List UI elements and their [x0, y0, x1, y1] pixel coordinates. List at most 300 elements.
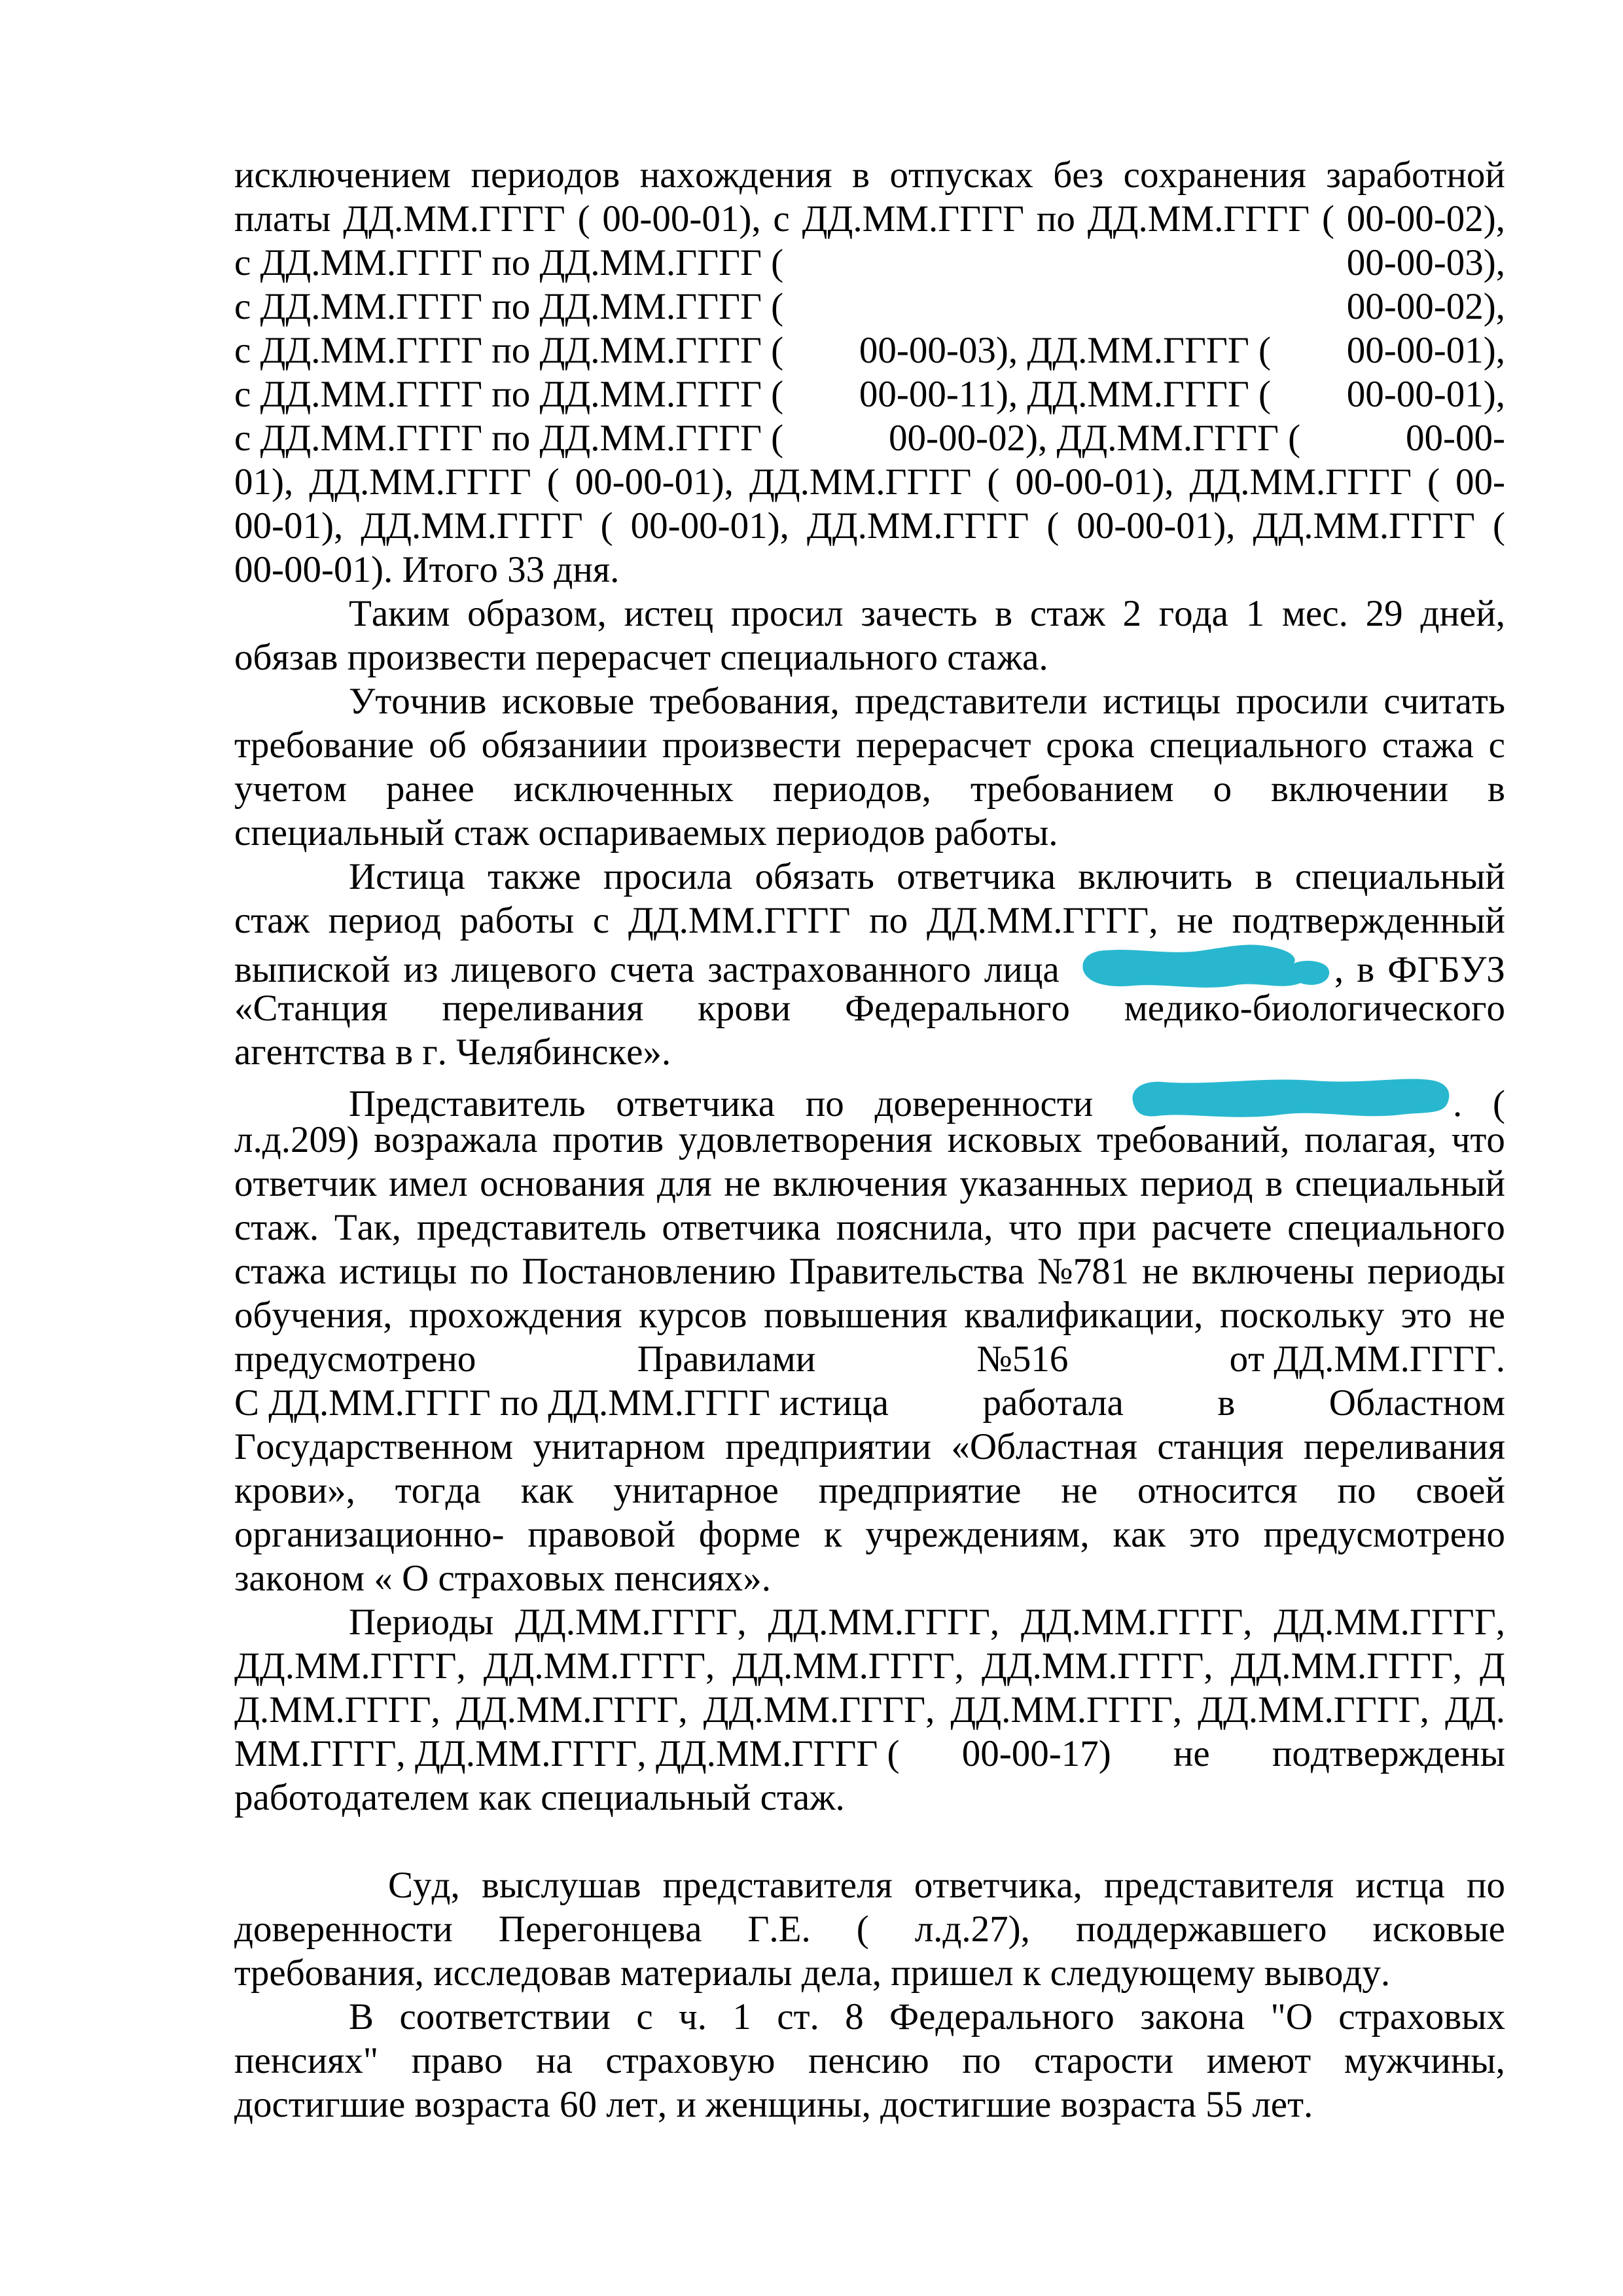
text-segment: года	[1158, 593, 1228, 634]
text-segment: квалификации,	[964, 1295, 1204, 1336]
text-segment: 00-00-	[1406, 418, 1505, 459]
text-segment: периодов	[471, 154, 620, 196]
text-segment: (	[577, 198, 590, 240]
paragraph	[234, 1820, 1505, 1995]
text-segment: просили	[1236, 681, 1368, 722]
text-segment: ДД.ММ.ГГГГ	[1189, 461, 1412, 503]
text-segment: ДД.	[1444, 1689, 1505, 1731]
text-segment: ДД.ММ.ГГГГ	[628, 900, 851, 941]
text-line	[234, 1513, 1505, 1556]
text-segment: 01),	[234, 461, 294, 503]
text-segment: подтвержденный	[1232, 900, 1505, 941]
text-segment: страховых	[1338, 1996, 1505, 2037]
text-segment: к	[823, 1514, 842, 1555]
text-segment: просил	[730, 593, 844, 634]
text-segment: считать	[1383, 681, 1505, 722]
text-line	[234, 1206, 1505, 1249]
text-segment: Федерального	[845, 988, 1070, 1029]
text-segment: (	[1492, 505, 1505, 547]
text-segment: по	[1337, 1470, 1376, 1511]
text-segment: прохождения	[409, 1295, 622, 1336]
text-segment: Федерального	[889, 1996, 1115, 2037]
text-line	[234, 899, 1505, 942]
text-line	[234, 241, 1505, 285]
text-segment: ответчика,	[914, 1865, 1082, 1906]
text-segment: имел	[389, 1163, 468, 1204]
text-segment: ДД.ММ.ГГГГ	[1087, 198, 1310, 240]
text-segment: 00-00-02),	[1346, 198, 1505, 240]
text-segment: что	[1008, 1207, 1063, 1248]
text-segment: 00-01),	[234, 505, 344, 547]
paragraph	[234, 855, 1505, 1074]
text-segment: страховую	[605, 2040, 776, 2081]
text-segment: застрахованного	[707, 949, 971, 990]
paragraph	[234, 679, 1505, 855]
text-segment: агентства в г. Челябинске».	[234, 1031, 671, 1073]
text-segment: мужчины,	[1344, 2040, 1505, 2081]
text-segment: исковые	[501, 681, 635, 722]
text-segment: перерасчет	[856, 725, 1031, 766]
text-segment: просила	[603, 856, 733, 897]
text-segment: ДД.ММ.ГГГГ,	[950, 1689, 1183, 1731]
text-segment: против	[552, 1119, 664, 1160]
text-segment: ДД.ММ.ГГГГ,	[926, 900, 1158, 941]
text-segment: периодов,	[772, 768, 931, 810]
text-segment: 00-00-01),	[630, 505, 789, 547]
text-segment: стажа	[1382, 725, 1474, 766]
text-segment: ответчика	[897, 856, 1056, 897]
text-segment: ответчик	[234, 1163, 377, 1204]
text-segment: лица	[984, 949, 1060, 990]
text-segment: в	[1488, 768, 1505, 810]
text-segment: обязаниии	[481, 725, 648, 766]
text-segment: от ДД.ММ.ГГГГ.	[1229, 1338, 1505, 1380]
text-segment: переливания	[1304, 1426, 1505, 1467]
text-segment: Постановлению	[522, 1251, 776, 1292]
text-segment: специального	[1287, 1207, 1505, 1248]
text-segment: ДД.ММ.ГГГГ	[806, 505, 1029, 547]
text-segment: ДД.ММ.ГГГГ	[309, 461, 531, 503]
text-segment: форме	[698, 1514, 801, 1555]
text-segment: В	[349, 1996, 374, 2037]
text-segment: №781	[1037, 1251, 1130, 1292]
text-segment: лицевого	[451, 949, 597, 990]
paragraph	[234, 1600, 1505, 1820]
text-segment: стаж	[1029, 593, 1105, 634]
text-segment: не	[1469, 1295, 1505, 1336]
text-segment: пояснила,	[836, 1207, 993, 1248]
text-segment: не	[1061, 1470, 1098, 1511]
text-segment: ДД.ММ.ГГГГ	[343, 198, 565, 240]
text-segment: не	[1173, 1733, 1210, 1774]
text-segment: 00-	[1455, 461, 1505, 503]
text-segment: 00-00-03),	[1346, 242, 1505, 283]
text-segment: ДД.ММ.ГГГГ,	[981, 1645, 1213, 1687]
text-line	[234, 329, 1505, 372]
text-segment: ответчика	[616, 1083, 775, 1124]
text-segment: на	[536, 2040, 573, 2081]
text-segment: исковых	[947, 1119, 1082, 1160]
text-segment: с	[1488, 725, 1505, 766]
text-segment: Д	[1480, 1645, 1505, 1687]
text-segment: ч.	[679, 1996, 707, 2037]
text-segment: «Областная	[951, 1426, 1138, 1467]
text-segment: законом « О страховых пенсиях».	[234, 1558, 772, 1599]
text-segment: станция	[1157, 1426, 1284, 1467]
text-segment: Периоды	[349, 1602, 494, 1643]
text-segment: (	[1321, 198, 1334, 240]
text-segment: "О	[1270, 1996, 1313, 2037]
text-segment: истицы	[339, 1251, 457, 1292]
text-segment: (	[1427, 461, 1440, 503]
text-segment: исключением	[234, 154, 451, 196]
text-line	[234, 1074, 1505, 1124]
text-segment: 00-00-01),	[602, 198, 761, 240]
text-segment: ДД.ММ.ГГГГ,	[234, 1645, 466, 1687]
text-segment: представителя	[662, 1865, 893, 1906]
text-segment: специальный	[1294, 856, 1505, 897]
text-segment: С ДД.ММ.ГГГГ по ДД.ММ.ГГГГ истица	[234, 1382, 889, 1424]
text-segment: в	[852, 154, 870, 196]
text-line	[234, 2039, 1505, 2083]
text-segment: Перегонцева	[498, 1909, 702, 1950]
text-segment: Таким	[349, 593, 450, 634]
text-segment: это	[1400, 1295, 1452, 1336]
text-segment: требования,	[649, 681, 840, 722]
text-segment: 00-00-01),	[1346, 374, 1505, 415]
text-segment: выслушав	[481, 1865, 641, 1906]
text-segment: что	[1451, 1119, 1505, 1160]
document-text-block	[234, 153, 1505, 2126]
text-segment: при	[1077, 1207, 1137, 1248]
text-segment: стаж.	[234, 1207, 319, 1248]
text-line	[234, 1907, 1505, 1951]
text-line	[234, 1030, 1505, 1074]
text-segment: с ДД.ММ.ГГГГ по ДД.ММ.ГГГГ (	[234, 242, 784, 283]
text-segment: ДД.ММ.ГГГГ,	[768, 1602, 1000, 1643]
text-segment: учреждениям,	[865, 1514, 1090, 1555]
text-segment: специального	[1149, 725, 1367, 766]
text-segment: ФГБУЗ	[1387, 949, 1505, 990]
text-segment: период	[328, 900, 441, 941]
text-line	[234, 1381, 1505, 1425]
text-line	[234, 1644, 1505, 1688]
text-segment: об	[429, 725, 467, 766]
text-line	[234, 2083, 1505, 2126]
text-segment: не	[1177, 900, 1214, 941]
text-line	[234, 1732, 1505, 1776]
text-line	[234, 1337, 1505, 1381]
text-segment: с ДД.ММ.ГГГГ по ДД.ММ.ГГГГ (	[234, 418, 784, 459]
text-segment: поскольку	[1219, 1295, 1385, 1336]
text-segment: специальный	[1294, 1163, 1505, 1204]
text-segment: закона	[1140, 1996, 1245, 2037]
text-segment: полагая,	[1304, 1119, 1437, 1160]
text-segment: возражала	[374, 1119, 538, 1160]
text-line	[234, 767, 1505, 811]
text-line	[234, 855, 1505, 899]
text-segment: стажа	[234, 1251, 327, 1292]
text-segment: 00-00-02),	[1346, 286, 1505, 327]
text-line	[234, 1469, 1505, 1513]
text-segment: по	[962, 2040, 1001, 2081]
text-segment: с ДД.ММ.ГГГГ по ДД.ММ.ГГГГ (	[234, 374, 784, 415]
text-segment: унитарное	[613, 1470, 779, 1511]
text-segment: стаж	[234, 900, 310, 941]
text-line	[234, 592, 1505, 636]
redaction-blob-1-icon	[1073, 942, 1334, 992]
text-segment: выпиской	[234, 949, 391, 990]
text-segment: исключенных	[513, 768, 734, 810]
text-segment: платы	[234, 198, 331, 240]
text-segment: 1	[732, 1996, 751, 2037]
text-segment: «Станция	[234, 988, 388, 1029]
text-segment: ММ.ГГГГ, ДД.ММ.ГГГГ, ДД.ММ.ГГГГ (	[234, 1733, 900, 1774]
text-line	[234, 285, 1505, 329]
text-segment: в	[1217, 1382, 1236, 1424]
text-segment: №516	[976, 1338, 1069, 1380]
redaction-mark: ,	[1073, 942, 1344, 992]
text-segment: Правительства	[789, 1251, 1025, 1292]
text-segment: ДД.ММ.ГГГГ,	[732, 1645, 964, 1687]
text-segment: представитель	[416, 1207, 647, 1248]
text-segment: по	[1036, 198, 1075, 240]
text-segment: ст.	[777, 1996, 819, 2037]
text-segment: Д.ММ.ГГГГ,	[234, 1689, 440, 1731]
text-segment: ДД.ММ.ГГГГ,	[1274, 1602, 1505, 1643]
text-segment: Правилами	[637, 1338, 816, 1380]
text-segment: предусмотрено	[234, 1338, 476, 1380]
text-segment: из	[403, 949, 438, 990]
text-line	[234, 811, 1505, 855]
text-segment: доверенности	[874, 1083, 1094, 1124]
text-segment: дней,	[1420, 593, 1505, 634]
text-segment: 00-00-01),	[1015, 461, 1174, 503]
text-segment: (	[1046, 505, 1060, 547]
text-segment: Областном	[1329, 1382, 1505, 1424]
text-segment: отпусках	[889, 154, 1033, 196]
text-line	[234, 372, 1505, 416]
text-segment: л.д.209)	[234, 1119, 359, 1160]
text-segment: переливания	[442, 988, 644, 1029]
text-segment: право	[411, 2040, 503, 2081]
text-line	[234, 1162, 1505, 1206]
text-line	[234, 1600, 1505, 1644]
text-segment: требование	[234, 725, 414, 766]
text-segment: пенсию	[808, 2040, 929, 2081]
text-segment: удовлетворения	[678, 1119, 933, 1160]
text-segment: срока	[1046, 725, 1135, 766]
text-segment: 2	[1122, 593, 1141, 634]
redaction-mark: .	[1124, 1074, 1462, 1126]
text-segment: относится	[1137, 1470, 1298, 1511]
text-segment: это	[1188, 1514, 1240, 1555]
text-segment: 1	[1245, 593, 1265, 634]
text-segment: представителя	[1104, 1865, 1334, 1906]
paragraph	[234, 1995, 1505, 2126]
text-segment: в	[995, 593, 1013, 634]
text-segment: образом,	[467, 593, 607, 634]
text-segment: включении	[1270, 768, 1449, 810]
text-line	[234, 1863, 1505, 1907]
text-segment: ДД.ММ.ГГГГ,	[483, 1645, 715, 1687]
text-segment: с	[636, 1996, 653, 2037]
text-line	[234, 636, 1505, 679]
text-line	[234, 1293, 1505, 1337]
text-segment: доверенности	[234, 1909, 453, 1950]
text-line	[234, 1688, 1505, 1732]
text-segment: крови	[698, 988, 791, 1029]
text-segment: как	[1113, 1514, 1166, 1555]
text-segment: требованием	[970, 768, 1174, 810]
text-segment: медико-биологического	[1124, 988, 1505, 1029]
text-segment: Г.Е.	[747, 1909, 811, 1950]
text-segment: тогда	[395, 1470, 481, 1511]
text-segment: Представитель	[349, 1083, 586, 1124]
text-segment: 8	[845, 1996, 864, 2037]
text-line	[234, 1995, 1505, 2039]
text-segment: требований,	[1097, 1119, 1290, 1160]
text-segment: не	[1142, 1251, 1179, 1292]
text-segment: зачесть	[861, 593, 978, 634]
text-segment: 00-00-01). Итого 33 дня.	[234, 549, 620, 590]
text-segment: в	[1265, 1163, 1283, 1204]
text-segment: с ДД.ММ.ГГГГ по ДД.ММ.ГГГГ (	[234, 286, 784, 327]
text-line	[234, 460, 1505, 504]
text-segment: Государственном	[234, 1426, 514, 1467]
text-segment: по	[1466, 1865, 1505, 1906]
blank-line	[234, 1820, 1505, 1863]
text-segment: курсов	[639, 1295, 747, 1336]
text-line	[234, 723, 1505, 767]
text-segment: 00-00-03), ДД.ММ.ГГГГ (	[859, 330, 1272, 371]
paragraph	[234, 153, 1505, 592]
text-segment: (	[856, 1909, 869, 1950]
text-segment: повышения	[764, 1295, 948, 1336]
text-segment: период	[1140, 1163, 1253, 1204]
text-segment: представители	[855, 681, 1088, 722]
text-segment: Истица	[349, 856, 465, 897]
text-segment: мес.	[1281, 593, 1348, 634]
text-segment: 00-00-01),	[575, 461, 734, 503]
text-segment: работодателем как специальный стаж.	[234, 1777, 845, 1818]
text-segment: Уточнив	[349, 681, 487, 722]
text-segment: 00-00-01),	[1346, 330, 1505, 371]
text-segment: сохранения	[1123, 154, 1306, 196]
text-line	[234, 1951, 1505, 1995]
text-segment: счета	[609, 949, 695, 990]
text-segment: по	[869, 900, 908, 941]
text-segment: ДД.ММ.ГГГГ,	[703, 1689, 935, 1731]
paragraph	[234, 1074, 1505, 1600]
text-segment: основания	[480, 1163, 645, 1204]
text-line	[234, 986, 1505, 1030]
text-segment: Так,	[334, 1207, 401, 1248]
text-segment: имеют	[1206, 2040, 1311, 2081]
text-segment: требования, исследовав материалы дела, пришел к следующему выводу.	[234, 1952, 1391, 1994]
text-line	[234, 197, 1505, 241]
text-segment: ДД.ММ.ГГГГ	[749, 461, 972, 503]
text-segment: Суд,	[388, 1865, 460, 1906]
text-segment: учетом	[234, 768, 347, 810]
text-segment: ДД.ММ.ГГГГ,	[514, 1602, 747, 1643]
text-segment: в	[1357, 949, 1375, 990]
text-segment: обязать	[755, 856, 874, 897]
text-segment: л.д.27),	[914, 1909, 1030, 1950]
text-line	[234, 416, 1505, 460]
text-segment: ДД.ММ.ГГГГ,	[455, 1689, 688, 1731]
text-line	[234, 548, 1505, 592]
text-segment: работала	[982, 1382, 1124, 1424]
text-segment: специальный стаж оспариваемых периодов работы.	[234, 812, 1058, 853]
text-segment: своей	[1416, 1470, 1505, 1511]
text-segment: 00-00-02), ДД.ММ.ГГГГ (	[889, 418, 1301, 459]
text-segment: организационно-	[234, 1514, 505, 1555]
text-segment: достигшие возраста 60 лет, и женщины, достигшие возраста 55 лет.	[234, 2084, 1313, 2125]
text-segment: нахождения	[639, 154, 832, 196]
text-segment: ранее	[385, 768, 474, 810]
text-segment: по	[805, 1083, 844, 1124]
text-segment: ответчика	[662, 1207, 821, 1248]
text-segment: по	[470, 1251, 509, 1292]
text-line	[234, 679, 1505, 723]
text-segment: указанных	[959, 1163, 1128, 1204]
text-segment: с	[592, 900, 610, 941]
text-segment: без	[1053, 154, 1104, 196]
text-line	[234, 1556, 1505, 1600]
text-segment: как	[520, 1470, 574, 1511]
text-segment: предприятие	[818, 1470, 1022, 1511]
text-segment: о	[1213, 768, 1232, 810]
text-segment: (	[987, 461, 1000, 503]
text-segment: пенсиях"	[234, 2040, 379, 2081]
text-segment: крови»,	[234, 1470, 355, 1511]
text-segment: соответствии	[399, 1996, 611, 2037]
text-segment: 00-00-17)	[961, 1733, 1111, 1774]
text-segment: ДД.ММ.ГГГГ	[802, 198, 1025, 240]
text-segment: обязав произвести перерасчет специального стажа.	[234, 637, 1048, 678]
text-segment: также	[488, 856, 581, 897]
paragraph	[234, 592, 1505, 679]
text-segment: предприятии	[725, 1426, 932, 1467]
text-segment: включены	[1191, 1251, 1355, 1292]
text-segment: 00-00-11), ДД.ММ.ГГГГ (	[859, 374, 1272, 415]
text-segment: ДД.ММ.ГГГГ,	[1230, 1645, 1463, 1687]
text-segment: старости	[1033, 2040, 1174, 2081]
text-line	[234, 1118, 1505, 1162]
text-segment: истца	[1355, 1865, 1445, 1906]
text-segment: (	[1493, 1083, 1505, 1124]
text-segment: 00-00-01),	[1077, 505, 1236, 547]
text-segment: ДД.ММ.ГГГГ	[361, 505, 583, 547]
text-segment: ДД.ММ.ГГГГ	[1253, 505, 1475, 547]
text-line	[234, 1425, 1505, 1469]
text-segment: истец	[624, 593, 714, 634]
text-segment: расчете	[1152, 1207, 1272, 1248]
text-segment: обучения,	[234, 1295, 393, 1336]
text-segment: с ДД.ММ.ГГГГ по ДД.ММ.ГГГГ (	[234, 330, 784, 371]
text-segment: подтверждены	[1272, 1733, 1505, 1774]
text-segment: исковые	[1372, 1909, 1505, 1950]
text-line	[234, 1249, 1505, 1293]
text-segment: для	[657, 1163, 712, 1204]
text-segment: заработной	[1326, 154, 1505, 196]
text-segment: ДД.ММ.ГГГГ,	[1020, 1602, 1253, 1643]
text-line	[234, 1776, 1505, 1820]
text-segment: включить	[1078, 856, 1233, 897]
text-segment: истицы	[1103, 681, 1221, 722]
text-segment: (	[600, 505, 613, 547]
